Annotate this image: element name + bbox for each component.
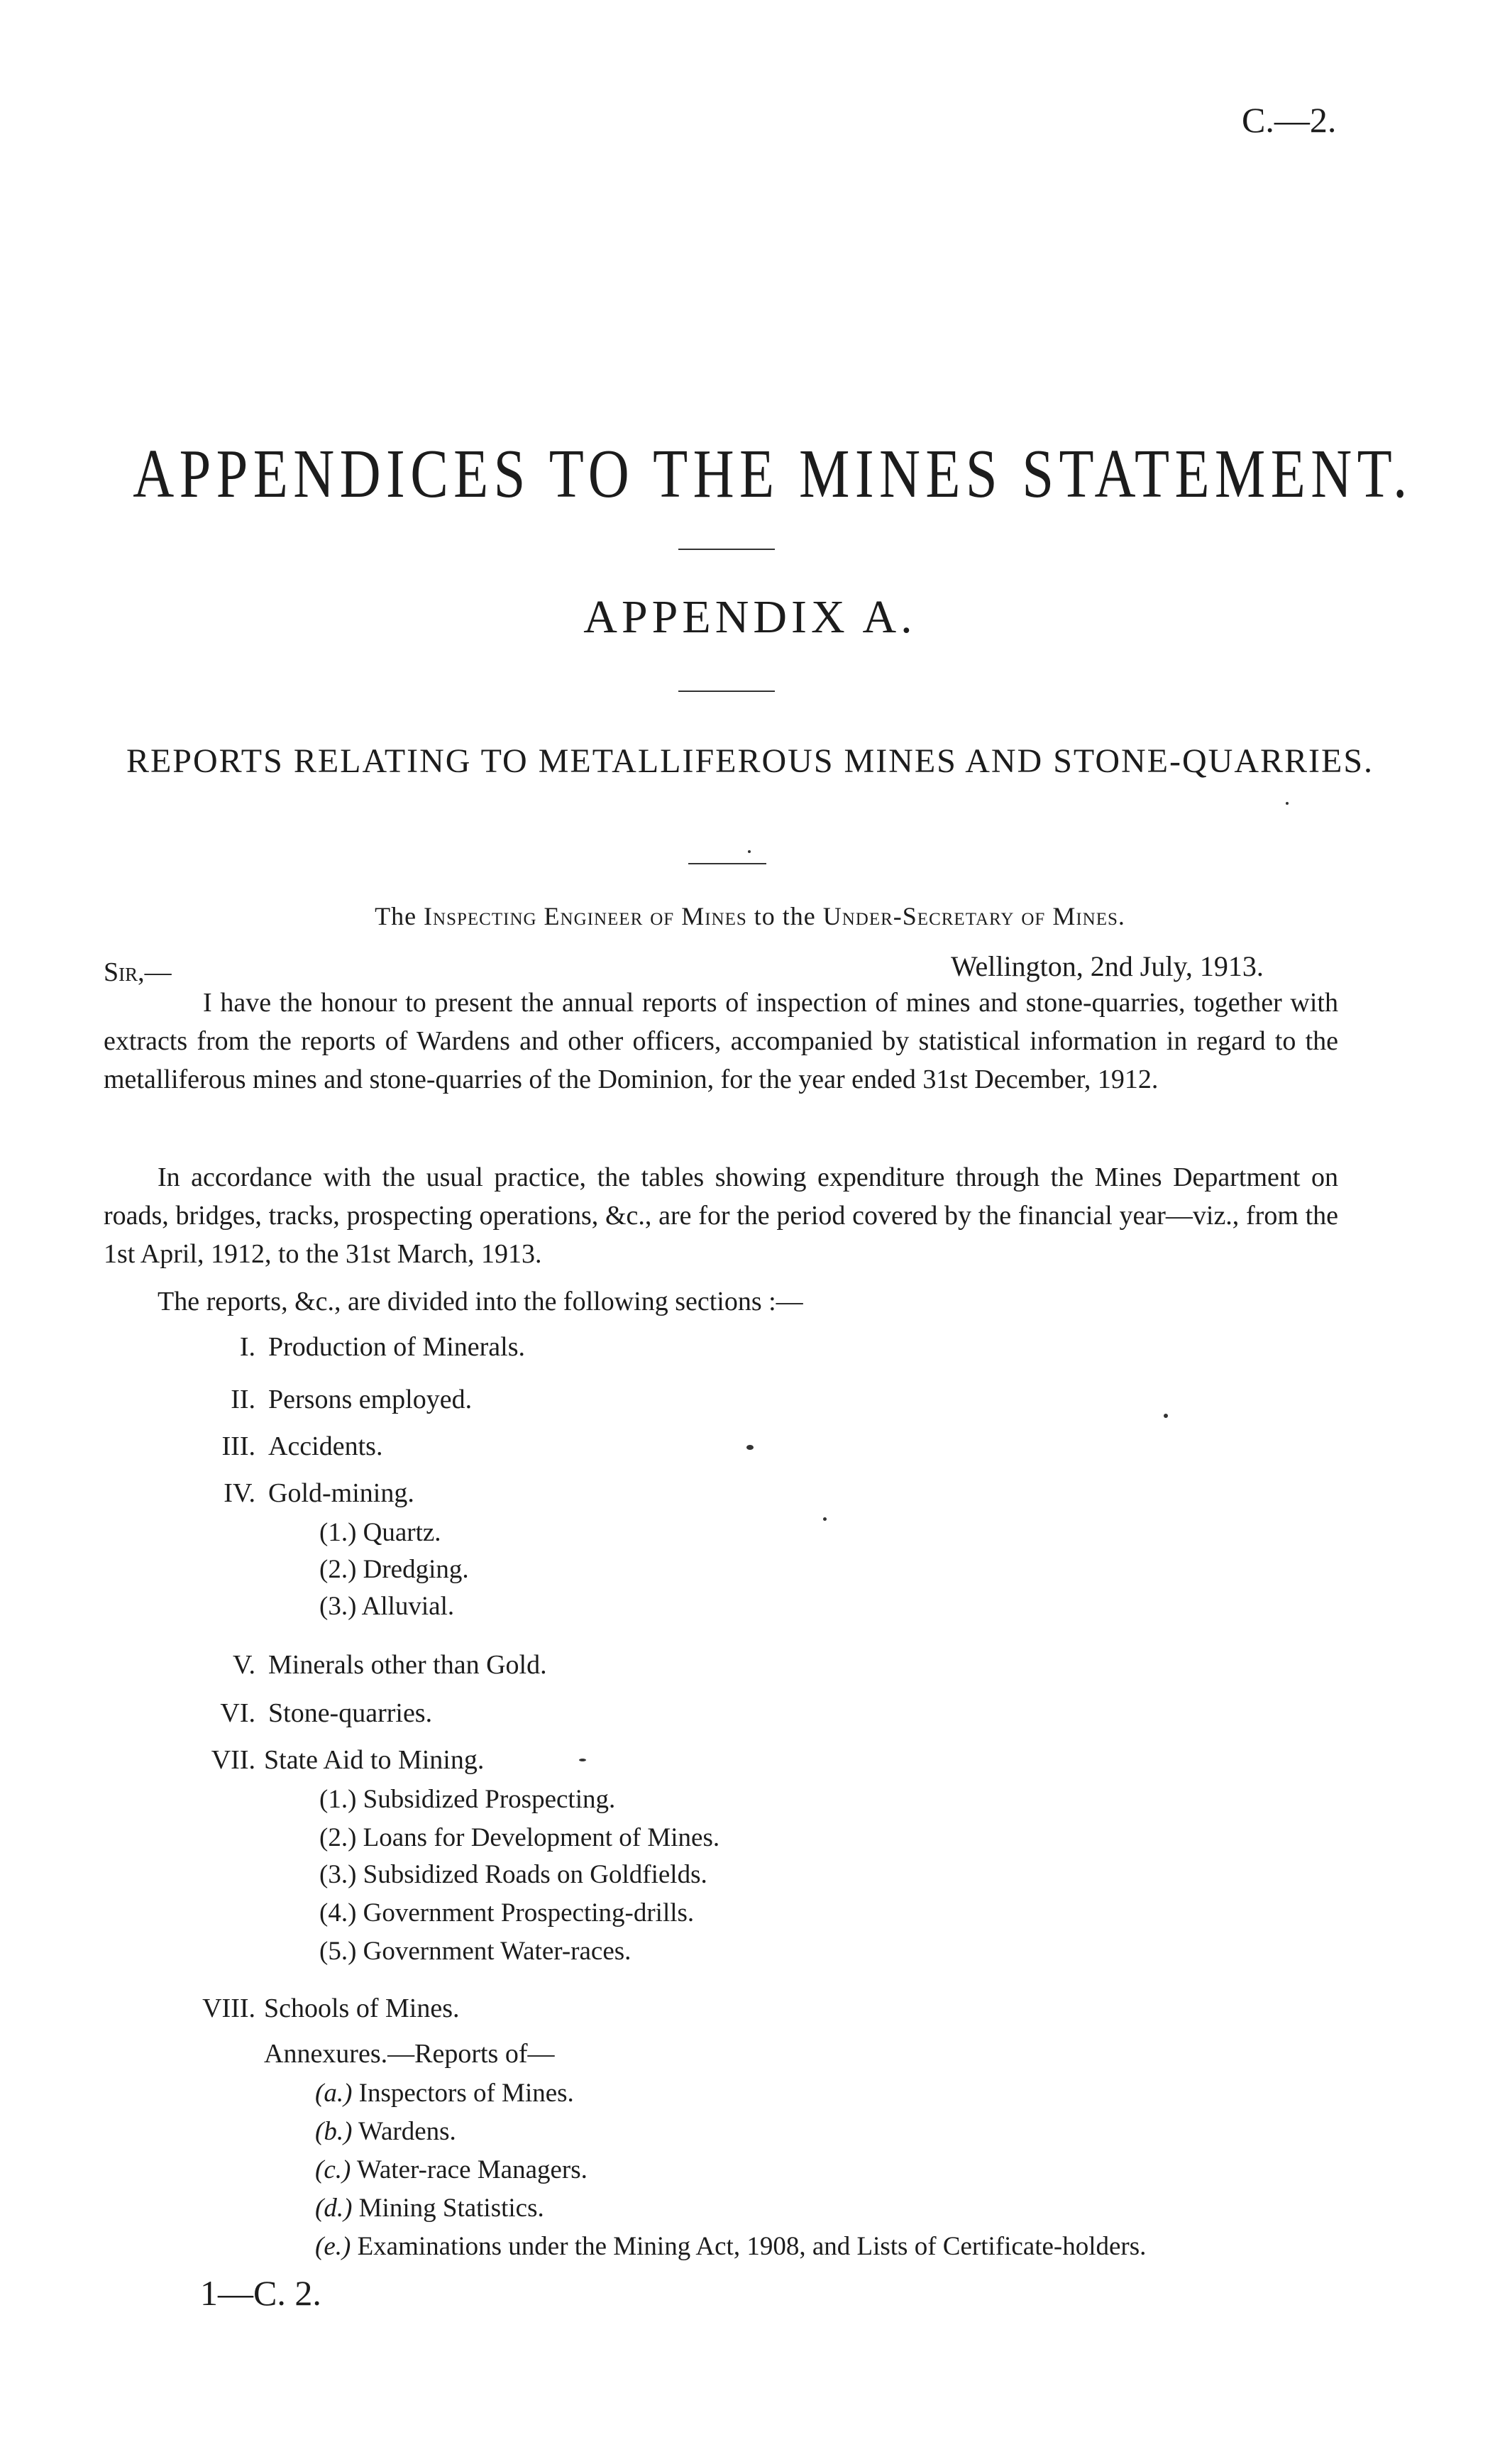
- subsection-item: (2.) Dredging.: [319, 1555, 469, 1584]
- annexure-item: [315, 2078, 574, 2108]
- subsection-item: (4.) Government Prospecting-drills.: [319, 1898, 695, 1927]
- divider-rule: [688, 863, 766, 864]
- divider-rule: [678, 549, 775, 550]
- section-number: I.: [239, 1332, 255, 1362]
- footer-page-code: 1—C. 2.: [200, 2273, 321, 2313]
- annexure-letter: (b.): [315, 2117, 353, 2146]
- annexure-text: Wardens.: [358, 2117, 456, 2146]
- print-speck: [748, 850, 751, 853]
- annexure-item: [315, 2231, 1146, 2262]
- address-the: The: [375, 902, 417, 930]
- section-number: II.: [231, 1385, 255, 1414]
- section-label: Production of Minerals.: [268, 1332, 526, 1362]
- paragraph-expenditure: In accordance with the usual practice, the tables showing expenditure through the Mines Department on roads, bridges, tracks, prospecting operations, &c., are for the period covered by the financial year—viz., from the 1st April, 1912, to the 31st March, 1913.: [104, 1162, 1338, 1269]
- section-label: Stone-quarries.: [268, 1698, 433, 1728]
- subsection-item: (3.) Subsidized Roads on Goldfields.: [319, 1860, 707, 1889]
- print-speck: [746, 1445, 754, 1450]
- print-speck: [823, 1517, 827, 1521]
- annexure-item: [315, 2116, 456, 2147]
- address-line: [0, 901, 1500, 931]
- salutation: Sir,—: [104, 957, 172, 987]
- section-number: VIII.: [202, 1993, 255, 2023]
- reports-title: REPORTS RELATING TO METALLIFEROUS MINES AND STONE-QUARRIES.: [126, 742, 1374, 780]
- annexure-text: Mining Statistics.: [358, 2194, 544, 2223]
- address-to: Under-Secretary of Mines.: [822, 902, 1125, 930]
- section-number: VI.: [220, 1698, 255, 1728]
- annexures-label: Annexures.—Reports of—: [264, 2039, 555, 2069]
- main-title: APPENDICES TO THE MINES STATEMENT.: [133, 436, 1413, 512]
- annexure-text: Water-race Managers.: [356, 2155, 588, 2184]
- annexure-letter: (e.): [315, 2232, 351, 2261]
- section-number: III.: [221, 1431, 255, 1461]
- subsection-item: (1.) Quartz.: [319, 1518, 441, 1547]
- print-speck: [579, 1759, 586, 1761]
- address-to-word: to the: [754, 902, 816, 930]
- section-label: Minerals other than Gold.: [268, 1650, 547, 1680]
- dateline: Wellington, 2nd July, 1913.: [951, 950, 1264, 982]
- page-reference: C.—2.: [1242, 100, 1337, 140]
- section-number: IV.: [224, 1478, 255, 1508]
- annexure-letter: (d.): [315, 2194, 353, 2223]
- subsection-item: (2.) Loans for Development of Mines.: [319, 1823, 720, 1852]
- section-label: Persons employed.: [268, 1385, 473, 1414]
- subsection-item: (3.) Alluvial.: [319, 1592, 455, 1621]
- address-from: Inspecting Engineer of Mines: [424, 902, 747, 930]
- section-number: VII.: [211, 1745, 255, 1775]
- section-label: Schools of Mines.: [264, 1993, 460, 2023]
- annexure-text: Inspectors of Mines.: [358, 2079, 574, 2108]
- annexure-letter: (c.): [315, 2155, 351, 2184]
- appendix-title: APPENDIX A.: [583, 591, 917, 643]
- divider-rule: [678, 691, 775, 692]
- section-number: V.: [232, 1650, 255, 1680]
- subsection-item: (1.) Subsidized Prospecting.: [319, 1785, 616, 1814]
- section-label: Gold-mining.: [268, 1478, 414, 1508]
- paragraph-intro: I have the honour to present the annual reports of inspection of mines and stone-quarries, together with extracts from the reports of Wardens and other officers, accompanied by statistical information in regard to the metalliferous mines and stone-quarries of the Dominion, for the year ended 31st December, 1912.: [104, 988, 1338, 1094]
- section-label: Accidents.: [268, 1431, 383, 1461]
- annexure-item: [315, 2193, 544, 2223]
- annexure-letter: (a.): [315, 2079, 353, 2108]
- print-speck: [1286, 802, 1289, 805]
- annexure-item: [315, 2155, 588, 2185]
- section-label: State Aid to Mining.: [264, 1745, 485, 1775]
- sections-intro: The reports, &c., are divided into the following sections :—: [158, 1287, 803, 1316]
- print-speck: [1164, 1414, 1168, 1418]
- annexure-text: Examinations under the Mining Act, 1908, and Lists of Certificate-holders.: [357, 2232, 1147, 2261]
- subsection-item: (5.) Government Water-races.: [319, 1937, 632, 1966]
